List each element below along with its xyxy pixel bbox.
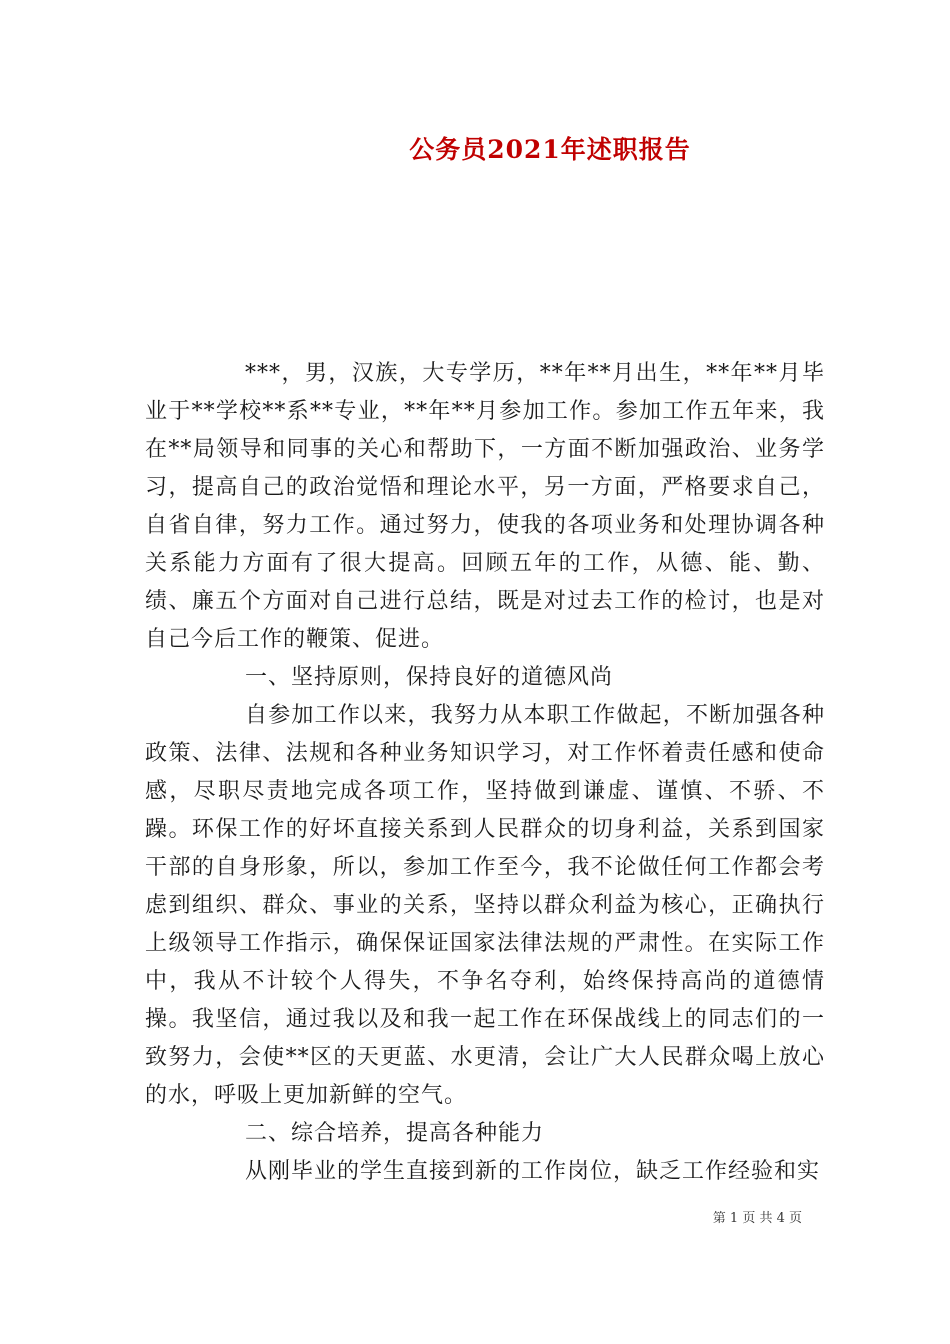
document-body (145, 355, 825, 1191)
section-heading-1: 一、坚持原则，保持良好的道德风尚 (245, 665, 614, 690)
paragraph-intro: ***，男，汉族，大专学历，**年**月出生，**年**月毕业于**学校**系**专业，**年**月参加工作。参加工作五年来，我在**局领导和同事的关心和帮助下，一方面不断加强政治、业务学习，提高自己的政治觉悟和理论水平，另一方面，严格要求自己，自省自律，努力工作。通过努力，使我的各项业务和处理协调各种关系能力方面有了很大提高。回顾五年的工作，从德、能、勤、绩、廉五个方面对自己进行总结，既是对过去工作的检讨，也是对自己今后工作的鞭策、促进。 (145, 361, 825, 652)
section-heading-2: 二、综合培养，提高各种能力 (245, 1121, 545, 1146)
paragraph-section-1: 自参加工作以来，我努力从本职工作做起，不断加强各种政策、法律、法规和各种业务知识学习，对工作怀着责任感和使命感，尽职尽责地完成各项工作，坚持做到谦虚、谨慎、不骄、不躁。环保工作的好坏直接关系到人民群众的切身利益，关系到国家干部的自身形象，所以，参加工作至今，我不论做任何工作都会考虑到组织、群众、事业的关系，坚持以群众利益为核心，正确执行上级领导工作指示，确保保证国家法律法规的严肃性。在实际工作中，我从不计较个人得失，不争名夺利，始终保持高尚的道德情操。我坚信，通过我以及和我一起工作在环保战线上的同志们的一致努力，会使**区的天更蓝、水更清，会让广大人民群众喝上放心的水，呼吸上更加新鲜的空气。 (145, 703, 825, 1108)
document-title: 公务员2021年述职报告 (409, 135, 691, 164)
page-number: 第 1 页 共 4 页 (712, 1211, 802, 1226)
paragraph-section-2: 从刚毕业的学生直接到新的工作岗位，缺乏工作经验和实 (245, 1159, 821, 1184)
